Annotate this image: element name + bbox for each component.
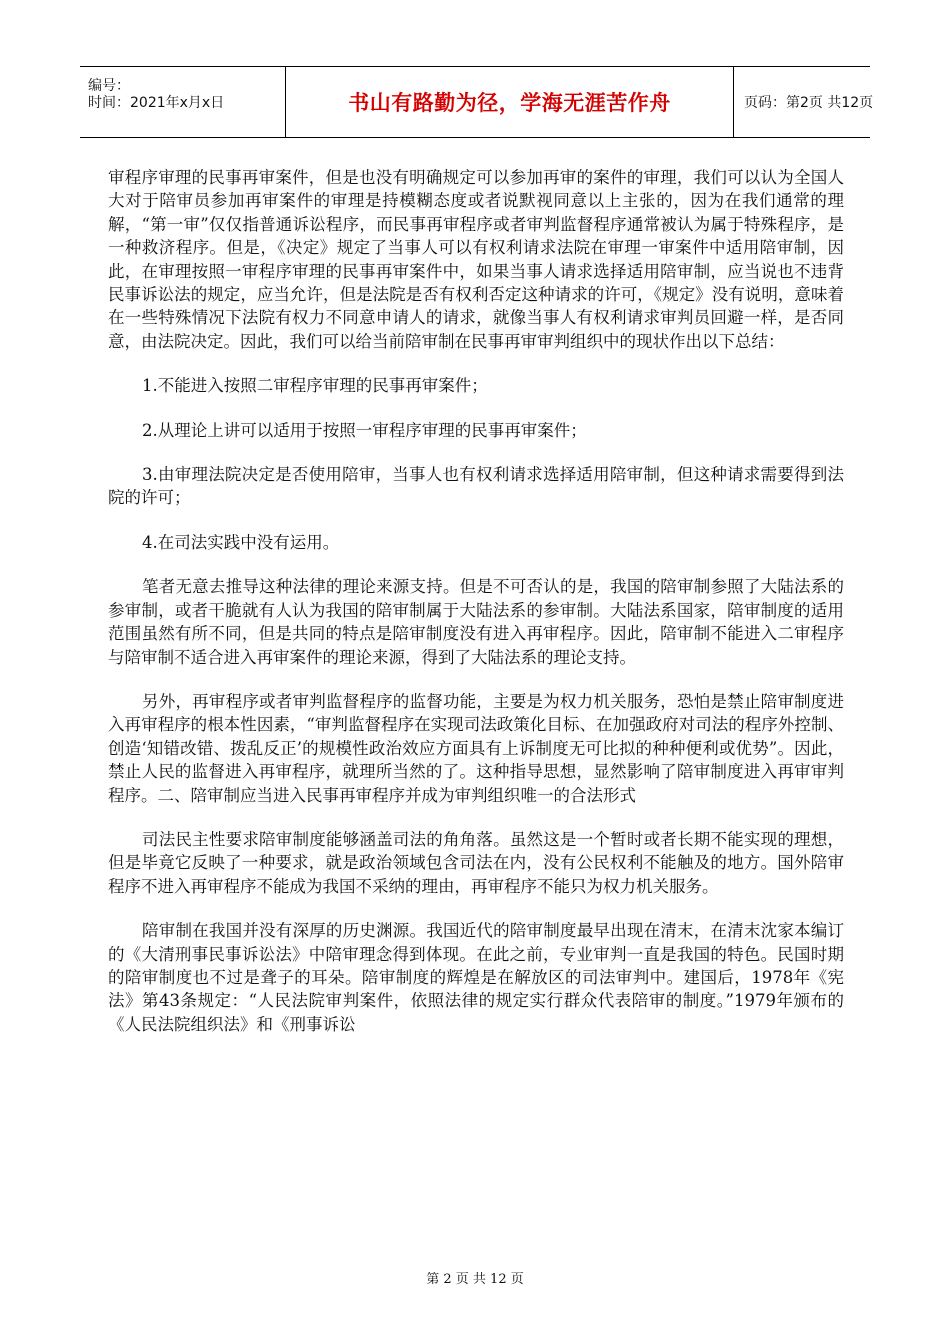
document-body — [108, 166, 844, 1036]
header-motto: 书山有路勤为径，学海无涯苦作舟 — [348, 91, 671, 115]
page-header — [80, 66, 874, 138]
header-meta-cell — [80, 67, 286, 137]
body-paragraph: 陪审制在我国并没有深厚的历史渊源。我国近代的陪审制度最早出现在清末，在清末沈家本编订的《大清刑事民事诉讼法》中陪审理念得到体现。在此之前，专业审判一直是我国的特色。民国时期的陪审制度也不过是聋子的耳朵。陪审制度的辉煌是在解放区的司法审判中。建国后，1978年《宪法》第43条规定：“人民法院审判案件，依照法律的规定实行群众代表陪审的制度。”1979年颁布的《人民法院组织法》和《刑事诉讼 — [108, 921, 844, 1034]
summary-item-2: 2.从理论上讲可以适用于按照一审程序审理的民事再审案件； — [142, 420, 587, 440]
summary-item-1: 1.不能进入按照二审程序审理的民事再审案件； — [142, 376, 488, 396]
page-footer: 第 2 页 共 12 页 — [426, 1272, 524, 1287]
body-paragraph: 审程序审理的民事再审案件，但是也没有明确规定可以参加再审的案件的审理，我们可以认为全国人大对于陪审员参加再审案件的审理是持模糊态度或者说默视同意以上主张的，因为在我们通常的理解，“第一审”仅仅指普通诉讼程序，而民事再审程序或者审判监督程序通常被认为属于特殊程序，是一种救济程序。但是，《决定》规定了当事人可以有权利请求法院在审理一审案件中适用陪审制，因此，在审理按照一审程序审理的民事再审案件中，如果当事人请求选择适用陪审制，应当说也不违背民事诉讼法的规定，应当允许，但是法院是否有权利否定这种请求的许可，《规定》没有说明，意味着在一些特殊情况下法院有权力不同意申请人的请求，就像当事人有权利请求审判员回避一样，是否同意，由法院决定。因此，我们可以给当前陪审制在民事再审审判组织中的现状作出以下总结： — [108, 168, 844, 351]
body-paragraph: 笔者无意去推导这种法律的理论来源支持。但是不可否认的是，我国的陪审制参照了大陆法系的参审制，或者干脆就有人认为我国的陪审制属于大陆法系的参审制。大陆法系国家，陪审制度的适用范围虽然有所不同，但是共同的特点是陪审制度没有进入再审程序。因此，陪审制不能进入二审程序与陪审制不适合进入再审案件的理论来源，得到了大陆法系的理论支持。 — [108, 577, 844, 667]
body-paragraph: 司法民主性要求陪审制度能够涵盖司法的角角落。虽然这是一个暂时或者长期不能实现的理想，但是毕竟它反映了一种要求，就是政治领域包含司法在内，没有公民权利不能触及的地方。国外陪审程序不进入再审程序不能成为我国不采纳的理由，再审程序不能只为权力机关服务。 — [108, 829, 844, 896]
summary-item-3: 3.由审理法院决定是否使用陪审，当事人也有权利请求选择适用陪审制，但这种请求需要得到法院的许可； — [108, 465, 844, 508]
header-page-cell — [734, 67, 874, 137]
document-number-label: 编号： — [88, 78, 130, 94]
body-paragraph: 另外，再审程序或者审判监督程序的监督功能，主要是为权力机关服务，恐怕是禁止陪审制度进入再审程序的根本性因素，“审判监督程序在实现司法政策化目标、在加强政府对司法的程序外控制、创造‘知错改错、拨乱反正’的规模性政治效应方面具有上诉制度无可比拟的种种便利或优势”。因此，禁止人民的监督进入再审程序，就理所当然的了。这种指导思想，显然影响了陪审制度进入再审审判程序。二、陪审制应当进入民事再审程序并成为审判组织唯一的合法形式 — [108, 691, 844, 805]
summary-item-4: 4.在司法实践中没有运用。 — [142, 532, 340, 552]
document-time-label: 时间：2021年x月x日 — [88, 95, 225, 111]
header-motto-cell — [286, 67, 734, 137]
header-page-info: 页码：第2页 共12页 — [744, 95, 874, 111]
